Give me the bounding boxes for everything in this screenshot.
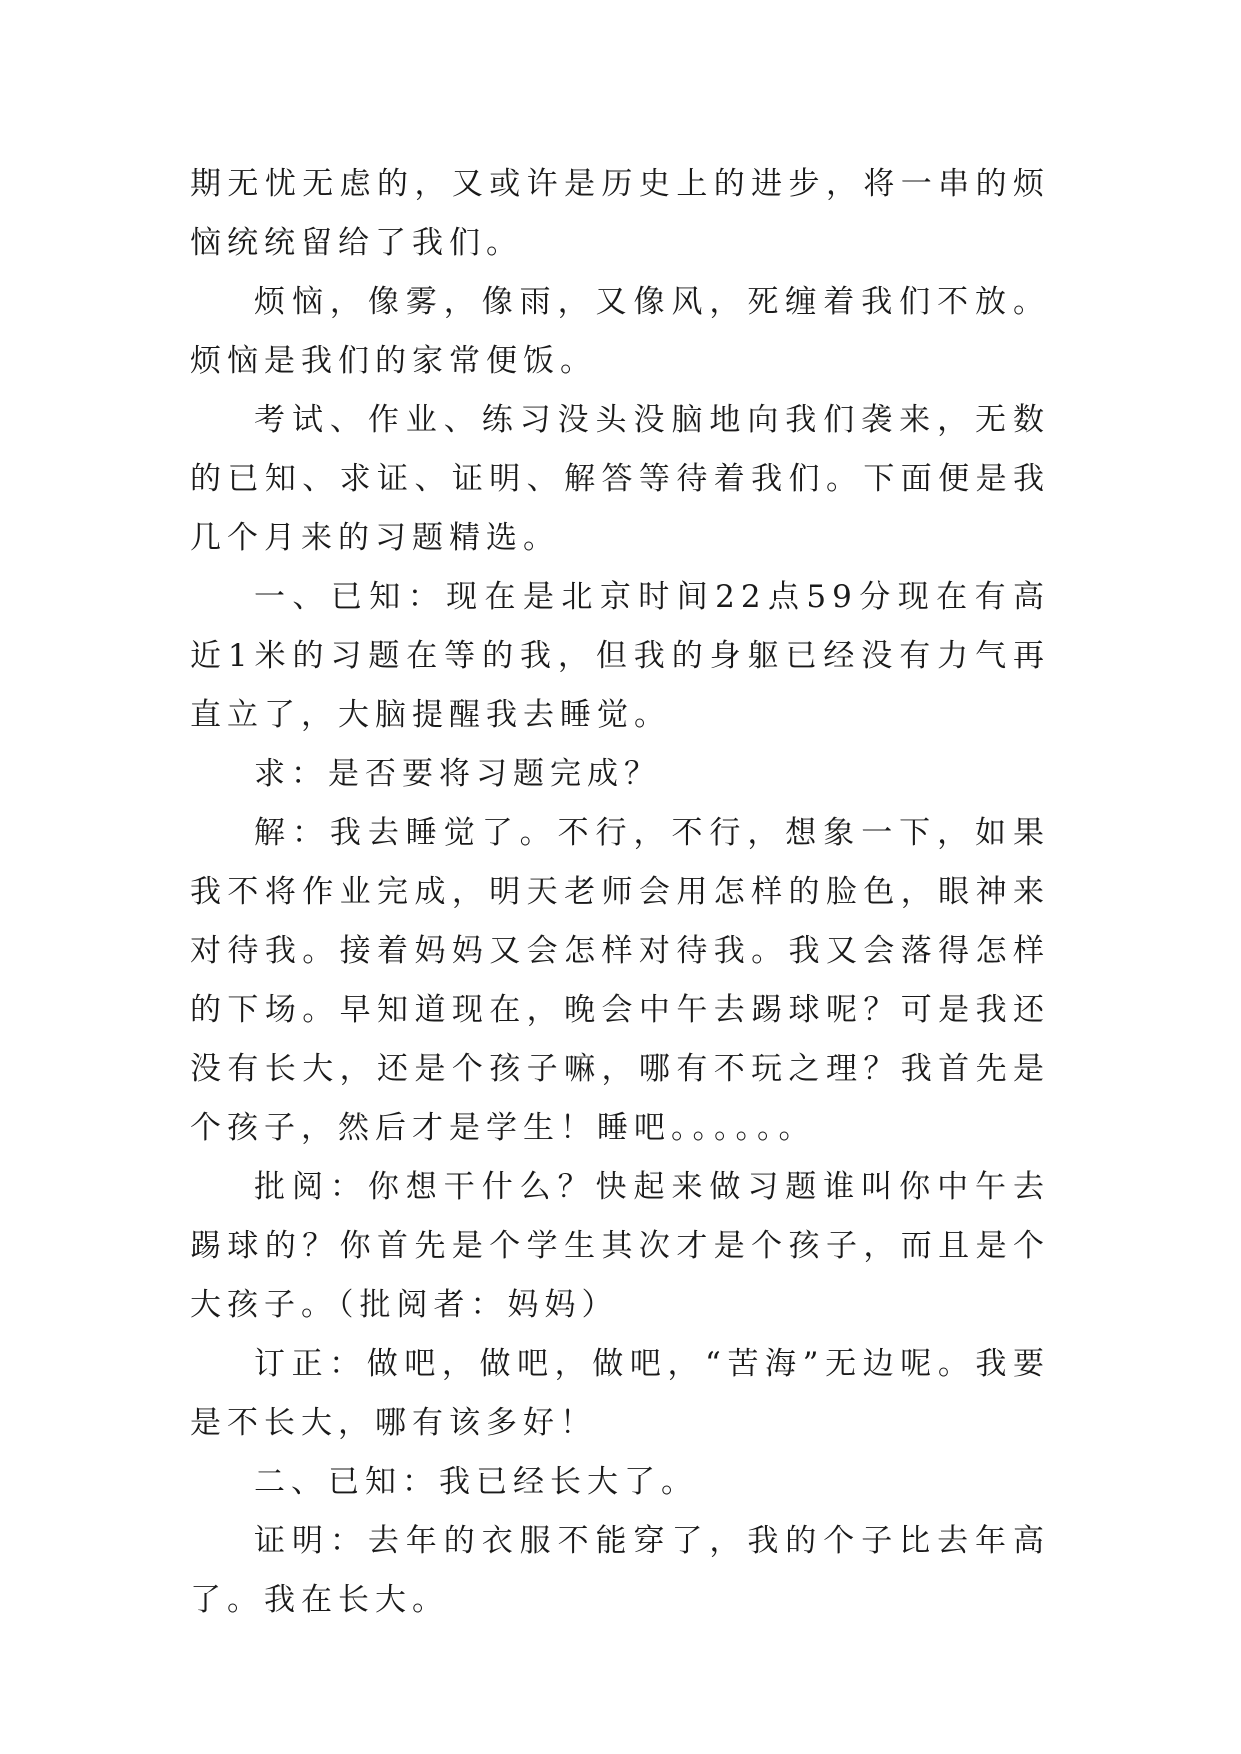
paragraph-6: 解：我去睡觉了。不行，不行，想象一下，如果我不将作业完成，明天老师会用怎样的脸色，眼神来对待我。接着妈妈又会怎样对待我。我又会落得怎样的下场。早知道现在，晚会中午去踢球呢？可是我还没有长大，还是个孩子嘛，哪有不玩之理？我首先是个孩子，然后才是学生！睡吧。。。。。。 bbox=[190, 815, 1050, 1146]
paragraph-8: 订正：做吧，做吧，做吧，“苦海”无边呢。我要是不长大，哪有该多好！ bbox=[190, 1346, 1050, 1441]
paragraph-5: 求：是否要将习题完成？ bbox=[254, 756, 661, 792]
paragraph-7: 批阅：你想干什么？快起来做习题谁叫你中午去踢球的？你首先是个学生其次才是个孩子，而且是个大孩子。（批阅者：妈妈） bbox=[190, 1169, 1050, 1323]
paragraph-2: 烦恼，像雾，像雨，又像风，死缠着我们不放。烦恼是我们的家常便饭。 bbox=[190, 284, 1050, 379]
paragraph-9: 二、已知：我已经长大了。 bbox=[254, 1464, 698, 1500]
paragraph-3: 考试、作业、练习没头没脑地向我们袭来，无数的已知、求证、证明、解答等待着我们。下面便是我几个月来的习题精选。 bbox=[190, 402, 1050, 556]
body-text bbox=[190, 155, 1050, 1630]
paragraph-10: 证明：去年的衣服不能穿了，我的个子比去年高了。我在长大。 bbox=[190, 1523, 1050, 1618]
paragraph-1: 期无忧无虑的，又或许是历史上的进步，将一串的烦恼统统留给了我们。 bbox=[190, 166, 1050, 261]
paragraph-4: 一、已知：现在是北京时间22点59分现在有高近1米的习题在等的我，但我的身躯已经没有力气再直立了，大脑提醒我去睡觉。 bbox=[190, 579, 1051, 733]
